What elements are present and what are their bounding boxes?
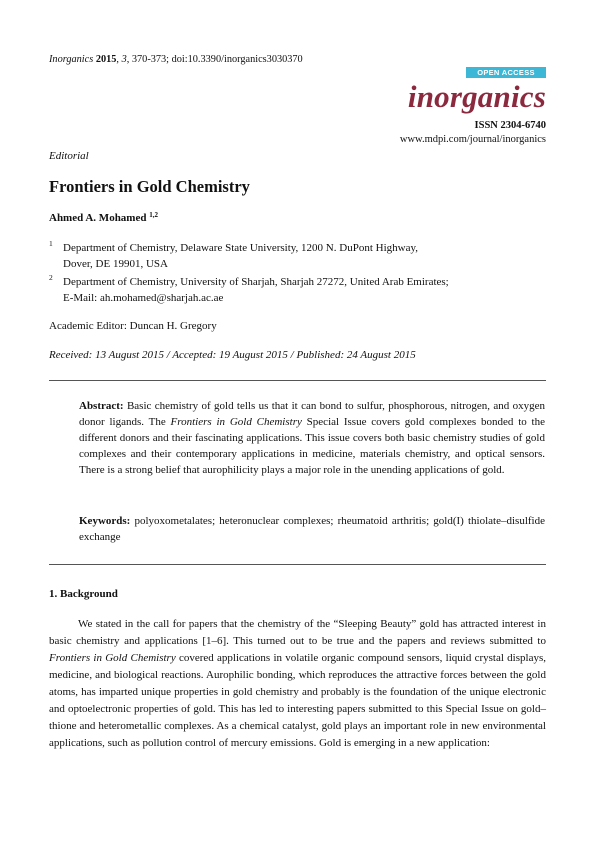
academic-editor: Academic Editor: Duncan H. Gregory bbox=[49, 320, 217, 332]
author-name: Ahmed A. Mohamed bbox=[49, 212, 147, 224]
keywords-text: polyoxometalates; heteronuclear complexes; rheumatoid arthritis; gold(I) thiolate–disulfide exchange bbox=[79, 515, 545, 543]
citation-volume: 3 bbox=[121, 54, 127, 65]
body-issue-title: Frontiers in Gold Chemistry bbox=[49, 652, 176, 664]
body-text: covered applications in volatile organic compound sensors, liquid crystal displays, medicine, and biological reactions. Aurophilic bonding, which reproduces the attractive forces between the gold atoms, has imparted unique properties in gold chemistry and probably is the foundation of the unique electronic and optoelectronic properties of gold. This has led to interesting papers submitted to this Special Issue on gold–thione and heterometallic complexes. As a chemical catalyst, gold plays an important role in new environmental applications, such as pollution control of mercury emissions. Gold is emerging in a new application: bbox=[49, 652, 546, 749]
affiliation-line: Dover, DE 19901, USA bbox=[63, 258, 168, 270]
citation-pages-doi: , 370-373; doi:10.3390/inorganics3030370 bbox=[126, 54, 303, 65]
author-affiliation-marks: 1,2 bbox=[149, 211, 158, 219]
citation-line: Inorganics 2015, 3, 370-373; doi:10.3390/inorganics3030370 bbox=[49, 54, 303, 65]
section-heading: 1. Background bbox=[49, 588, 118, 600]
citation-year: 2015 bbox=[95, 54, 117, 65]
keywords-label: Keywords: bbox=[79, 515, 131, 527]
affiliation-number: 1 bbox=[49, 239, 53, 248]
affiliation-email: E-Mail: ah.mohamed@sharjah.ac.ae bbox=[63, 292, 224, 304]
author bbox=[49, 211, 158, 224]
abstract bbox=[79, 398, 545, 478]
journal-logo: inorganics bbox=[407, 79, 546, 114]
open-access-badge: OPEN ACCESS bbox=[466, 67, 546, 78]
abstract-issue-title: Frontiers in Gold Chemistry bbox=[170, 416, 302, 428]
body-paragraph bbox=[49, 616, 546, 752]
publication-dates: Received: 13 August 2015 / Accepted: 19 August 2015 / Published: 24 August 2015 bbox=[49, 349, 416, 361]
divider-bottom bbox=[49, 564, 546, 565]
body-text: We stated in the call for papers that the chemistry of the “Sleeping Beauty” gold has attracted interest in basic chemistry and applications [1–6]. This turned out to be true and the papers and reviews submitted to bbox=[49, 618, 546, 647]
citation-journal: Inorganics bbox=[49, 54, 94, 65]
divider-top bbox=[49, 380, 546, 381]
abstract-label: Abstract: bbox=[79, 400, 124, 412]
issn: ISSN 2304-6740 bbox=[474, 120, 546, 131]
keywords bbox=[79, 513, 545, 545]
affiliation-line: Department of Chemistry, University of Sharjah, Sharjah 27272, United Arab Emirates; bbox=[63, 276, 449, 288]
abstract-text: Basic chemistry of gold tells us that it can bond to sulfur, phosphorous, nitrogen, and oxygen donor ligands. The bbox=[79, 400, 545, 428]
article-title: Frontiers in Gold Chemistry bbox=[49, 177, 250, 196]
affiliation-number: 2 bbox=[49, 273, 53, 282]
journal-website: www.mdpi.com/journal/inorganics bbox=[399, 134, 546, 145]
article-type: Editorial bbox=[49, 150, 89, 162]
affiliation-line: Department of Chemistry, Delaware State University, 1200 N. DuPont Highway, bbox=[63, 242, 418, 254]
abstract-text: Special Issue covers gold complexes bonded to the different donors and their fascinating applications. This issue covers both basic chemistry studies of gold complexes and their contemporary applications in medicine, materials chemistry, and optical sensors. There is a strong belief that aurophilicity plays a major role in the unending applications of gold. bbox=[79, 416, 545, 476]
